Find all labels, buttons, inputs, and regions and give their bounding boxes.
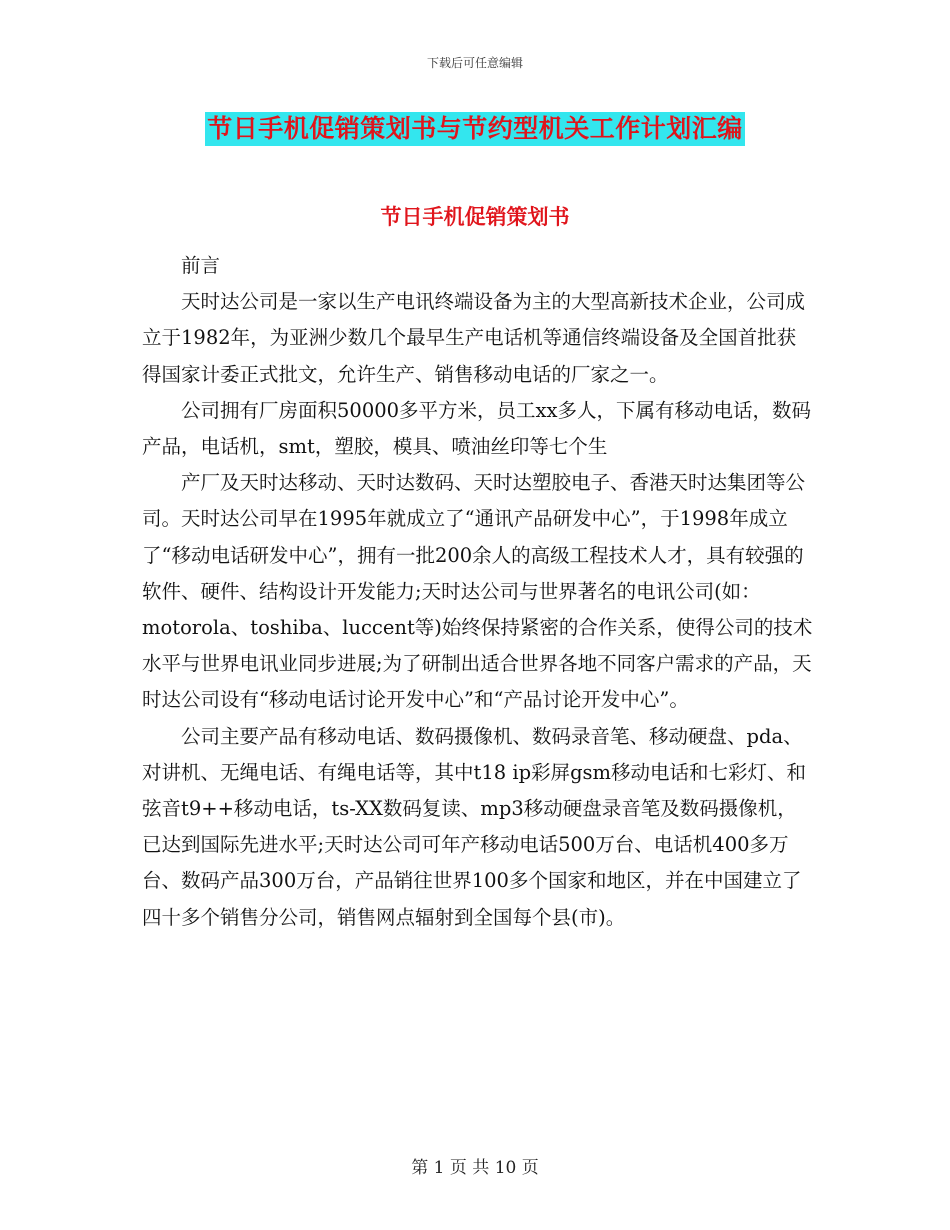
body-content (142, 248, 814, 936)
main-title: 节日手机促销策划书与节约型机关工作计划汇编 (205, 112, 745, 146)
section-title: 节日手机促销策划书 (380, 204, 570, 229)
paragraph-company-intro: 天时达公司是一家以生产电讯终端设备为主的大型高新技术企业，公司成立于1982年，为亚洲少数几个最早生产电话机等通信终端设备及全国首批获得国家计委正式批文，允许生产、销售移动电话的厂家之一。 (142, 290, 806, 386)
paragraph-products: 公司主要产品有移动电话、数码摄像机、数码录音笔、移动硬盘、pda、对讲机、无绳电话、有绳电话等，其中t18 ip彩屏gsm移动电话和七彩灯、和弦音t9++移动电话，ts-XX数码复读、mp3移动硬盘录音笔及数码摄像机，已达到国际先进水平;天时达公司可年产移动电话500万台、电话机400多万台、数码产品300万台，产品销往世界100多个国家和地区，并在中国建立了四十多个销售分公司，销售网点辐射到全国每个县(市)。 (142, 724, 807, 929)
paragraph-facilities: 公司拥有厂房面积50000多平方米，员工xx多人，下属有移动电话，数码产品，电话机，smt，塑胶，模具、喷油丝印等七个生 (142, 398, 812, 459)
header-note: 下载后可任意编辑 (426, 56, 523, 70)
paragraph-subsidiaries: 产厂及天时达移动、天时达数码、天时达塑胶电子、香港天时达集团等公司。天时达公司早在1995年就成立了“通讯产品研发中心”，于1998年成立了“移动电话研发中心”，拥有一批200余人的高级工程技术人才，具有较强的软件、硬件、结构设计开发能力;天时达公司与世界著名的电讯公司(如：motorola、toshiba、luccent等)始终保持紧密的合作关系，使得公司的技术水平与世界电讯业同步进展;为了研制出适合世界各地不同客户需求的产品，天时达公司设有“移动电话讨论开发中心”和“产品讨论开发中心”。 (142, 471, 813, 712)
main-title-wrap (0, 112, 950, 146)
paragraph-preface: 前言 (181, 254, 221, 277)
page-footer: 第 1 页 共 10 页 (411, 1158, 539, 1178)
